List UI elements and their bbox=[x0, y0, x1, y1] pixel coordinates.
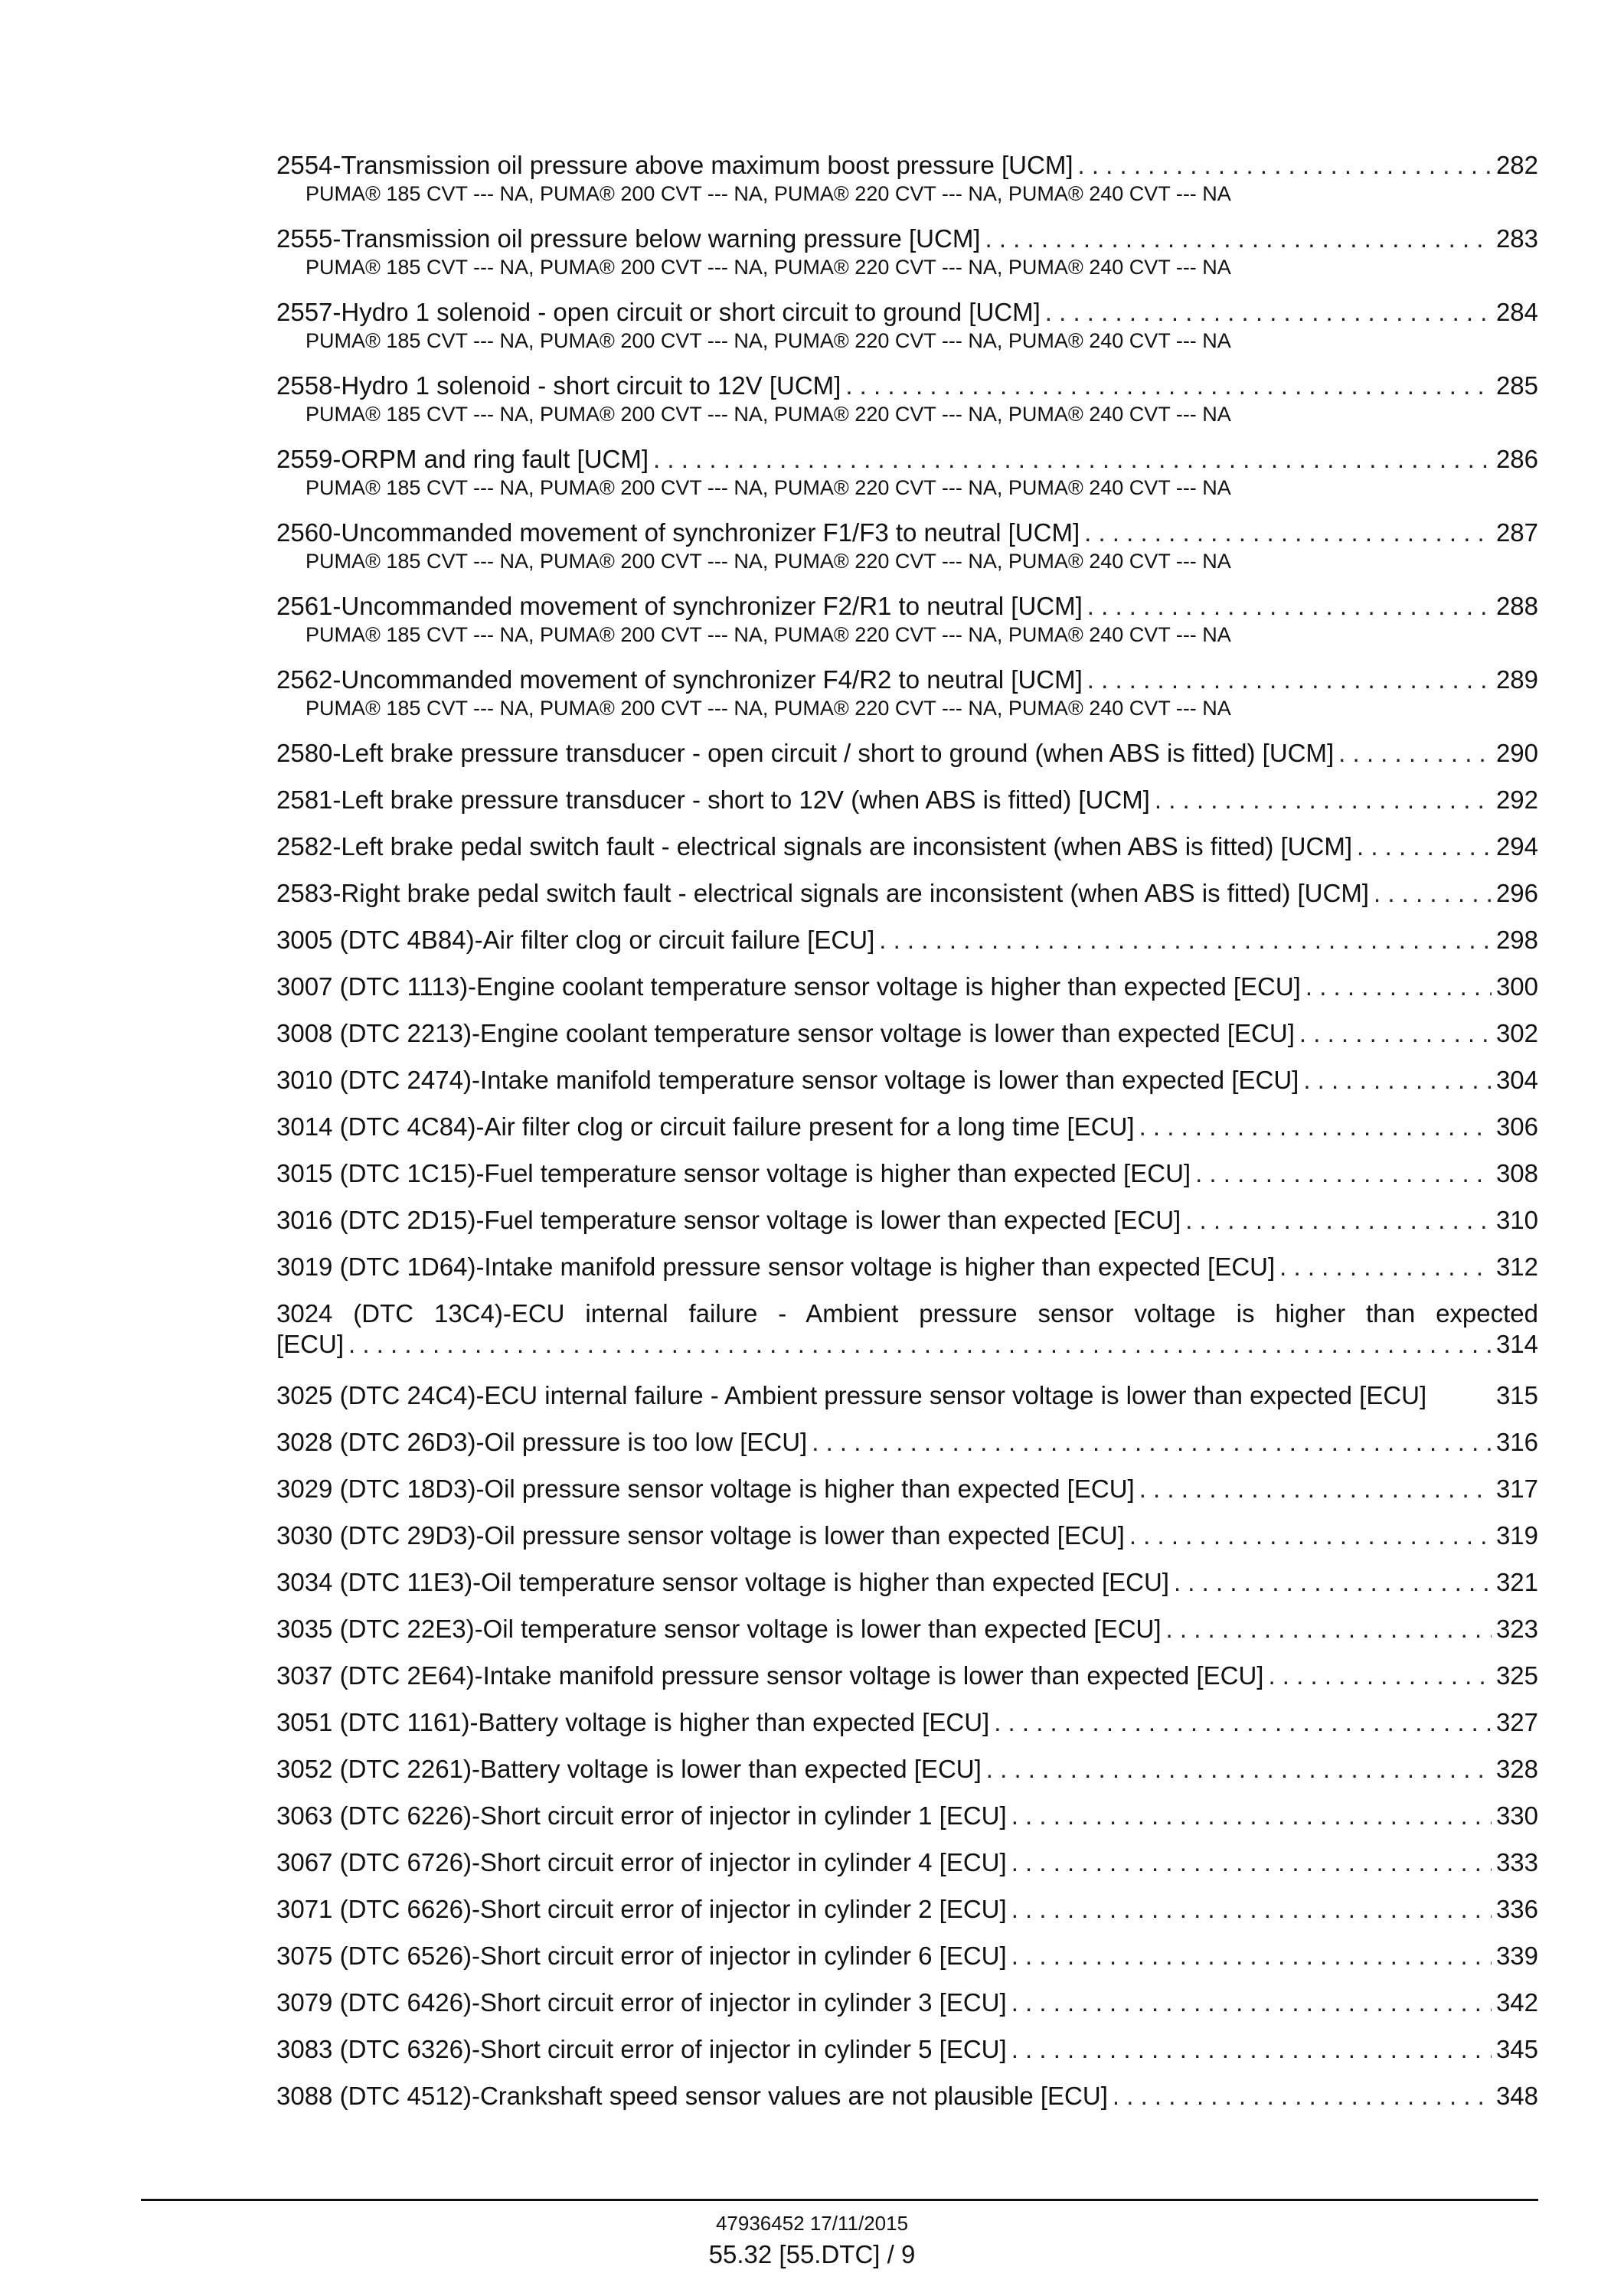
toc-entry-line bbox=[276, 785, 1538, 815]
toc-entry[interactable] bbox=[276, 1065, 1538, 1112]
toc-entry[interactable] bbox=[276, 2034, 1538, 2081]
toc-entry-line bbox=[276, 2034, 1538, 2065]
toc-leader-dots bbox=[1166, 1614, 1492, 1644]
toc-entry-page-number[interactable]: 314 bbox=[1495, 1330, 1538, 1358]
toc-entry-page-number[interactable]: 323 bbox=[1495, 1615, 1538, 1643]
toc-entry-applicability: PUMA® 185 CVT --- NA, PUMA® 200 CVT --- NA, PUMA® 220 CVT --- NA, PUMA® 240 CVT --- NA bbox=[306, 256, 1231, 279]
toc-entry[interactable] bbox=[276, 1567, 1538, 1614]
toc-entry-title[interactable]: 3052 (DTC 2261)-Battery voltage is lower than expected [ECU] bbox=[276, 1755, 982, 1783]
toc-entry-page-number[interactable]: 288 bbox=[1495, 592, 1538, 620]
toc-leader-dots bbox=[348, 1329, 1492, 1360]
toc-entry-line bbox=[276, 1707, 1538, 1738]
toc-entry[interactable] bbox=[276, 518, 1538, 591]
toc-leader-dots bbox=[1299, 1018, 1492, 1049]
toc-entry-page-number[interactable]: 283 bbox=[1495, 224, 1538, 253]
toc-entry[interactable] bbox=[276, 297, 1538, 371]
toc-leader-dots bbox=[845, 371, 1492, 401]
toc-entry-applicability: PUMA® 185 CVT --- NA, PUMA® 200 CVT --- NA, PUMA® 220 CVT --- NA, PUMA® 240 CVT --- NA bbox=[306, 476, 1231, 499]
toc-entry-line bbox=[276, 2081, 1538, 2111]
toc-leader-dots bbox=[653, 444, 1492, 475]
toc-entry[interactable] bbox=[276, 831, 1538, 878]
toc-entry[interactable] bbox=[276, 1205, 1538, 1252]
toc-entry-line bbox=[276, 1987, 1538, 2018]
toc-entry-title[interactable]: 2559-ORPM and ring fault [UCM] bbox=[276, 445, 649, 473]
toc-entry[interactable] bbox=[276, 371, 1538, 444]
toc-entry-page-number[interactable]: 306 bbox=[1495, 1112, 1538, 1141]
toc-entry-title[interactable]: 2561-Uncommanded movement of synchronizer F2/R1 to neutral [UCM] bbox=[276, 592, 1083, 620]
toc-entry-line bbox=[276, 1205, 1538, 1236]
toc-entry[interactable] bbox=[276, 1380, 1538, 1427]
toc-entry-line bbox=[276, 591, 1538, 622]
toc-entry-title[interactable]: 3051 (DTC 1161)-Battery voltage is higher than expected [ECU] bbox=[276, 1708, 990, 1736]
toc-leader-dots bbox=[1305, 972, 1492, 1002]
toc-entry-title[interactable]: 3034 (DTC 11E3)-Oil temperature sensor voltage is higher than expected [ECU] bbox=[276, 1568, 1169, 1596]
toc-entry-page-number[interactable]: 284 bbox=[1495, 298, 1538, 326]
toc-entry-title[interactable]: 3067 (DTC 6726)-Short circuit error of injector in cylinder 4 [ECU] bbox=[276, 1848, 1007, 1876]
toc-entry-title[interactable]: 3028 (DTC 26D3)-Oil pressure is too low [ECU] bbox=[276, 1428, 808, 1456]
toc-entry-page-number[interactable]: 321 bbox=[1495, 1568, 1538, 1596]
toc-entry-line bbox=[276, 1112, 1538, 1142]
toc-entry-title[interactable]: 3007 (DTC 1113)-Engine coolant temperature sensor voltage is higher than expected [ECU] bbox=[276, 972, 1301, 1001]
toc-entry-title[interactable]: 3030 (DTC 29D3)-Oil pressure sensor voltage is lower than expected [ECU] bbox=[276, 1521, 1125, 1550]
toc-leader-dots bbox=[1011, 2034, 1492, 2065]
toc-leader-dots bbox=[1185, 1205, 1492, 1236]
toc-entry-line bbox=[276, 444, 1538, 475]
toc-leader-dots bbox=[1087, 665, 1492, 695]
toc-entry-title[interactable]: 3010 (DTC 2474)-Intake manifold temperature sensor voltage is lower than expected [ECU] bbox=[276, 1066, 1299, 1094]
toc-entry-page-number[interactable]: 286 bbox=[1495, 445, 1538, 473]
toc-leader-dots bbox=[1338, 738, 1492, 769]
toc-entry-line bbox=[276, 738, 1538, 769]
toc-entry-title[interactable]: 3005 (DTC 4B84)-Air filter clog or circuit failure [ECU] bbox=[276, 926, 875, 954]
toc-entry-title[interactable]: 3015 (DTC 1C15)-Fuel temperature sensor voltage is higher than expected [ECU] bbox=[276, 1159, 1191, 1187]
toc-entry-page-number[interactable]: 292 bbox=[1495, 785, 1538, 814]
toc-entry-line bbox=[276, 1614, 1538, 1644]
toc-entry[interactable] bbox=[276, 444, 1538, 518]
toc-entry-page-number[interactable]: 315 bbox=[1495, 1381, 1538, 1409]
toc-entry-line bbox=[276, 1894, 1538, 1925]
toc-entry[interactable] bbox=[276, 591, 1538, 665]
toc-leader-dots bbox=[994, 1707, 1492, 1738]
toc-leader-dots bbox=[879, 925, 1492, 955]
toc-entry[interactable] bbox=[276, 1474, 1538, 1520]
toc-leader-dots bbox=[1139, 1474, 1492, 1504]
toc-entry-page-number[interactable]: 287 bbox=[1495, 518, 1538, 547]
toc-entry-line bbox=[276, 297, 1538, 328]
toc-entry-page-number[interactable]: 342 bbox=[1495, 1988, 1538, 2017]
toc-entry-line bbox=[276, 150, 1538, 181]
toc-entry-applicability: PUMA® 185 CVT --- NA, PUMA® 200 CVT --- NA, PUMA® 220 CVT --- NA, PUMA® 240 CVT --- NA bbox=[306, 623, 1231, 646]
footer-page-reference: 55.32 [55.DTC] / 9 bbox=[708, 2240, 916, 2268]
footer-divider bbox=[141, 2199, 1538, 2201]
toc-leader-dots bbox=[1268, 1661, 1491, 1691]
toc-entry-title[interactable]: 3037 (DTC 2E64)-Intake manifold pressure sensor voltage is lower than expected [ECU] bbox=[276, 1661, 1264, 1690]
toc-entry-applicability: PUMA® 185 CVT --- NA, PUMA® 200 CVT --- NA, PUMA® 220 CVT --- NA, PUMA® 240 CVT --- NA bbox=[306, 403, 1231, 426]
toc-entry-title[interactable]: 3075 (DTC 6526)-Short circuit error of injector in cylinder 6 [ECU] bbox=[276, 1942, 1007, 1970]
toc-entry-line bbox=[276, 1661, 1538, 1691]
toc-entry-line bbox=[276, 224, 1538, 254]
toc-entry[interactable] bbox=[276, 1252, 1538, 1298]
toc-entry-page-number[interactable]: 319 bbox=[1495, 1521, 1538, 1550]
toc-entry-title[interactable]: 3063 (DTC 6226)-Short circuit error of injector in cylinder 1 [ECU] bbox=[276, 1801, 1007, 1830]
toc-leader-dots bbox=[1084, 518, 1492, 548]
toc-entry-title[interactable]: 2582-Left brake pedal switch fault - electrical signals are inconsistent (when ABS is fitted) [UCM] bbox=[276, 832, 1352, 861]
toc-entry[interactable] bbox=[276, 785, 1538, 831]
toc-entry-line bbox=[276, 1380, 1538, 1411]
toc-entry[interactable] bbox=[276, 224, 1538, 297]
toc-entry[interactable] bbox=[276, 1661, 1538, 1707]
toc-entry-line bbox=[276, 1801, 1538, 1831]
toc-entry-line bbox=[276, 972, 1538, 1002]
toc-entry[interactable] bbox=[276, 1707, 1538, 1754]
toc-entry-page-number[interactable]: 282 bbox=[1495, 151, 1538, 179]
toc-entry-title[interactable]: 3014 (DTC 4C84)-Air filter clog or circuit failure present for a long time [ECU] bbox=[276, 1112, 1135, 1141]
toc-entry-page-number[interactable]: 330 bbox=[1495, 1801, 1538, 1830]
toc-entry-title[interactable]: 3008 (DTC 2213)-Engine coolant temperature sensor voltage is lower than expected [ECU] bbox=[276, 1019, 1295, 1047]
toc-entry-page-number[interactable]: 333 bbox=[1495, 1848, 1538, 1876]
toc-entry[interactable] bbox=[276, 150, 1538, 224]
toc-leader-dots bbox=[986, 1754, 1492, 1785]
toc-entry-page-number[interactable]: 289 bbox=[1495, 665, 1538, 694]
toc-entry[interactable] bbox=[276, 1894, 1538, 1941]
toc-entry-line bbox=[276, 925, 1538, 955]
toc-entry-line bbox=[276, 1329, 1538, 1360]
toc-entry[interactable] bbox=[276, 1941, 1538, 1987]
toc-entry-page-number[interactable]: 310 bbox=[1495, 1206, 1538, 1234]
toc-entry[interactable] bbox=[276, 1018, 1538, 1065]
toc-entry[interactable] bbox=[276, 1298, 1538, 1380]
toc-entry-title[interactable]: [ECU] bbox=[276, 1330, 345, 1358]
toc-entry-title[interactable]: 3083 (DTC 6326)-Short circuit error of injector in cylinder 5 [ECU] bbox=[276, 2035, 1007, 2063]
toc-entry-page-number[interactable]: 296 bbox=[1495, 879, 1538, 907]
toc-entry[interactable] bbox=[276, 925, 1538, 972]
toc-entry-line bbox=[276, 878, 1538, 909]
toc-entry[interactable] bbox=[276, 1754, 1538, 1801]
toc-entry-line bbox=[276, 1158, 1538, 1189]
toc-entry-line bbox=[276, 1941, 1538, 1971]
toc-entry-title[interactable]: 3071 (DTC 6626)-Short circuit error of injector in cylinder 2 [ECU] bbox=[276, 1895, 1007, 1923]
toc-entry[interactable] bbox=[276, 1520, 1538, 1567]
toc-entry-applicability: PUMA® 185 CVT --- NA, PUMA® 200 CVT --- NA, PUMA® 220 CVT --- NA, PUMA® 240 CVT --- NA bbox=[306, 550, 1231, 573]
toc-leader-dots bbox=[1113, 2081, 1492, 2111]
footer-document-id: 47936452 17/11/2015 bbox=[715, 2212, 909, 2235]
toc-entry-line bbox=[276, 1065, 1538, 1096]
toc-entry-line bbox=[276, 371, 1538, 401]
toc-leader-dots bbox=[1374, 878, 1492, 909]
toc-entry-page-number[interactable]: 327 bbox=[1495, 1708, 1538, 1736]
toc-entry-title[interactable]: 2560-Uncommanded movement of synchronizer F1/F3 to neutral [UCM] bbox=[276, 518, 1080, 547]
toc-entry[interactable] bbox=[276, 2081, 1538, 2128]
toc-entry-title[interactable]: 2580-Left brake pressure transducer - open circuit / short to ground (when ABS is fitted) [UCM] bbox=[276, 739, 1335, 767]
toc-entry[interactable] bbox=[276, 1847, 1538, 1894]
toc-entry-line bbox=[276, 1474, 1538, 1504]
toc-entry-line bbox=[276, 1018, 1538, 1049]
toc-entry-line bbox=[276, 1520, 1538, 1551]
toc-entry-applicability: PUMA® 185 CVT --- NA, PUMA® 200 CVT --- NA, PUMA® 220 CVT --- NA, PUMA® 240 CVT --- NA bbox=[306, 329, 1231, 352]
toc-leader-dots bbox=[1195, 1158, 1492, 1189]
toc-entry-title[interactable]: 3029 (DTC 18D3)-Oil pressure sensor voltage is higher than expected [ECU] bbox=[276, 1475, 1135, 1503]
toc-entry-page-number[interactable]: 290 bbox=[1495, 739, 1538, 767]
toc-entry-title[interactable]: 2581-Left brake pressure transducer - short to 12V (when ABS is fitted) [UCM] bbox=[276, 785, 1150, 814]
toc-entry-line bbox=[276, 1754, 1538, 1785]
toc-entry[interactable] bbox=[276, 1614, 1538, 1661]
toc-entry-title[interactable]: 3019 (DTC 1D64)-Intake manifold pressure sensor voltage is higher than expected [ECU] bbox=[276, 1253, 1276, 1281]
toc-leader-dots bbox=[1087, 591, 1492, 622]
toc-entry-page-number[interactable]: 316 bbox=[1495, 1428, 1538, 1456]
toc-entry-title[interactable]: 2562-Uncommanded movement of synchronizer F4/R2 to neutral [UCM] bbox=[276, 665, 1083, 694]
toc-entry-applicability: PUMA® 185 CVT --- NA, PUMA® 200 CVT --- NA, PUMA® 220 CVT --- NA, PUMA® 240 CVT --- NA bbox=[306, 697, 1231, 720]
toc-entry-title[interactable]: 2583-Right brake pedal switch fault - electrical signals are inconsistent (when ABS is fitted) [UCM] bbox=[276, 879, 1369, 907]
toc-entry[interactable] bbox=[276, 1801, 1538, 1847]
toc-leader-dots bbox=[1279, 1252, 1492, 1282]
toc-entry-line bbox=[276, 1427, 1538, 1458]
toc-entry[interactable] bbox=[276, 1112, 1538, 1158]
toc-entry-page-number[interactable]: 325 bbox=[1495, 1661, 1538, 1690]
toc-entry-title[interactable]: 3079 (DTC 6426)-Short circuit error of injector in cylinder 3 [ECU] bbox=[276, 1988, 1007, 2017]
toc-entry-page-number[interactable]: 336 bbox=[1495, 1895, 1538, 1923]
toc-entry-page-number[interactable]: 300 bbox=[1495, 972, 1538, 1001]
toc-entry-line bbox=[276, 518, 1538, 548]
toc-entry-page-number[interactable]: 328 bbox=[1495, 1755, 1538, 1783]
toc-leader-dots bbox=[1011, 1894, 1492, 1925]
toc-entry[interactable] bbox=[276, 878, 1538, 925]
toc-leader-dots bbox=[1011, 1847, 1492, 1878]
toc-leader-dots bbox=[1045, 297, 1492, 328]
toc-leader-dots bbox=[1303, 1065, 1492, 1096]
toc-leader-dots bbox=[1357, 831, 1492, 862]
toc-entry-title[interactable]: 3025 (DTC 24C4)-ECU internal failure - Ambient pressure sensor voltage is lower than expected [ECU] bbox=[276, 1381, 1427, 1409]
toc-entry-line bbox=[276, 1252, 1538, 1282]
toc-entry-page-number[interactable]: 348 bbox=[1495, 2082, 1538, 2110]
toc-leader-dots bbox=[985, 224, 1491, 254]
toc-entry-line bbox=[276, 1567, 1538, 1598]
table-of-contents bbox=[276, 150, 1538, 2128]
toc-leader-dots bbox=[1139, 1112, 1492, 1142]
toc-entry-title-line1: 3024 (DTC 13C4)-ECU internal failure - Ambient pressure sensor voltage is higher than expected bbox=[276, 1299, 1538, 1328]
toc-entry-page-number[interactable]: 345 bbox=[1495, 2035, 1538, 2063]
toc-entry[interactable] bbox=[276, 1987, 1538, 2034]
toc-entry[interactable] bbox=[276, 738, 1538, 785]
toc-entry-page-number[interactable]: 304 bbox=[1495, 1066, 1538, 1094]
toc-entry-page-number[interactable]: 294 bbox=[1495, 832, 1538, 861]
toc-entry-title[interactable]: 2558-Hydro 1 solenoid - short circuit to 12V [UCM] bbox=[276, 371, 841, 400]
toc-leader-dots bbox=[1078, 150, 1492, 181]
toc-entry-page-number[interactable]: 317 bbox=[1495, 1475, 1538, 1503]
toc-entry-title[interactable]: 2555-Transmission oil pressure below warning pressure [UCM] bbox=[276, 224, 981, 253]
toc-entry[interactable] bbox=[276, 1427, 1538, 1474]
toc-entry-title[interactable]: 2557-Hydro 1 solenoid - open circuit or short circuit to ground [UCM] bbox=[276, 298, 1041, 326]
toc-leader-dots bbox=[1174, 1567, 1492, 1598]
toc-entry-page-number[interactable]: 339 bbox=[1495, 1942, 1538, 1970]
toc-entry-line bbox=[276, 1847, 1538, 1878]
toc-entry-page-number[interactable]: 312 bbox=[1495, 1253, 1538, 1281]
toc-leader-dots bbox=[1011, 1801, 1492, 1831]
toc-entry[interactable] bbox=[276, 972, 1538, 1018]
toc-leader-dots bbox=[1011, 1941, 1492, 1971]
toc-leader-dots bbox=[1129, 1520, 1492, 1551]
toc-entry-page-number[interactable]: 308 bbox=[1495, 1159, 1538, 1187]
toc-entry[interactable] bbox=[276, 665, 1538, 738]
toc-leader-dots bbox=[1155, 785, 1492, 815]
toc-entry[interactable] bbox=[276, 1158, 1538, 1205]
toc-entry-line bbox=[276, 831, 1538, 862]
toc-entry-title[interactable]: 2554-Transmission oil pressure above maximum boost pressure [UCM] bbox=[276, 151, 1073, 179]
toc-entry-page-number[interactable]: 285 bbox=[1495, 371, 1538, 400]
toc-entry-line bbox=[276, 665, 1538, 695]
toc-entry-title[interactable]: 3016 (DTC 2D15)-Fuel temperature sensor voltage is lower than expected [ECU] bbox=[276, 1206, 1181, 1234]
toc-entry-page-number[interactable]: 302 bbox=[1495, 1019, 1538, 1047]
toc-entry-applicability: PUMA® 185 CVT --- NA, PUMA® 200 CVT --- NA, PUMA® 220 CVT --- NA, PUMA® 240 CVT --- NA bbox=[306, 182, 1231, 205]
toc-entry-title[interactable]: 3035 (DTC 22E3)-Oil temperature sensor voltage is lower than expected [ECU] bbox=[276, 1615, 1162, 1643]
toc-entry-page-number[interactable]: 298 bbox=[1495, 926, 1538, 954]
toc-leader-dots bbox=[1011, 1987, 1492, 2018]
toc-entry-title[interactable]: 3088 (DTC 4512)-Crankshaft speed sensor values are not plausible [ECU] bbox=[276, 2082, 1108, 2110]
toc-leader-dots bbox=[812, 1427, 1492, 1458]
